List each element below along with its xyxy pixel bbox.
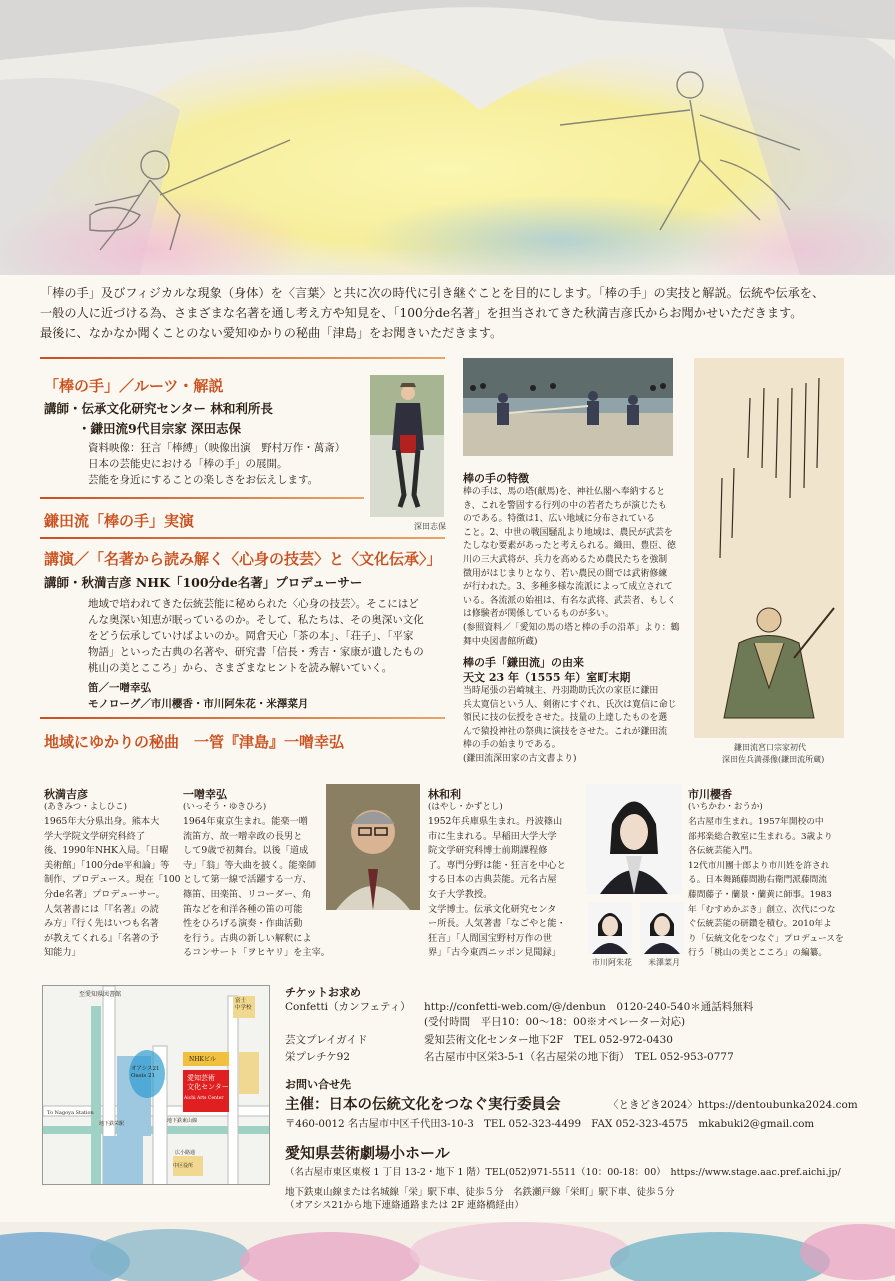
origin-line: んで猿投神社の祭典に演技をさせた。これが鎌田流 bbox=[463, 726, 668, 737]
profile-line: 後、1990年NHK入局。「日曜 bbox=[44, 845, 169, 857]
features-line: 川の三大武将が、兵力を高めるため農民たちを強制 bbox=[463, 554, 668, 565]
contact-organizer: 主催：日本の伝統文化をつなぐ実行委員会 bbox=[285, 1096, 561, 1113]
divider bbox=[40, 357, 445, 359]
tickets-heading: チケットお求め bbox=[285, 986, 362, 999]
section2-title: 鎌田流「棒の手」実演 bbox=[44, 512, 195, 530]
profile-line: 名古屋市生まれ。1957年開校の中 bbox=[688, 817, 824, 827]
intro-line-2: 一般の人に近づける為、さまざまな名著を通し考え方や知見を、「100分de名著」を担当されてきた秋満吉彦氏からお聞かせいただきます。 bbox=[40, 306, 803, 320]
profile-line: 了。専門分野は能・狂言を中心と bbox=[428, 859, 566, 871]
profile-line: 文学博士。伝承文化研究センタ bbox=[428, 903, 557, 915]
section1-lecturer2: ・鎌田流9代目宗家 深田志保 bbox=[78, 421, 242, 436]
profile-line: 12代市川團十郎より市川姓を許され bbox=[688, 860, 830, 871]
features-line: 棒の手は、馬の塔(献馬)を、神社仏閣へ奉納すると bbox=[463, 487, 666, 497]
profile-line: 知能力」 bbox=[44, 947, 81, 959]
profile-ichikawa-text bbox=[688, 815, 844, 961]
performance-photo bbox=[463, 358, 673, 456]
section1-desc-1: 資料映像：狂言「棒縛」（映像出演 野村万作・萬斎） bbox=[88, 442, 346, 454]
profile-line: 藤間藤子・蘭景・蘭黄に師事。1983 bbox=[688, 889, 832, 900]
hero-painting bbox=[0, 0, 895, 275]
profile-line: して9歳で初舞台。以後「道成 bbox=[183, 845, 309, 857]
profile-isso-kana: (いっそう・ゆきひろ) bbox=[183, 802, 267, 812]
profile-line: 分de名著」プロデューサー。 bbox=[44, 888, 165, 900]
ichikawa-photo bbox=[586, 784, 682, 894]
scroll-caption-2: 深田佐兵満孫像(鎌田流所蔵) bbox=[722, 755, 825, 764]
natsuki-caption: 米澤菜月 bbox=[648, 958, 680, 967]
features-line: こと。2、中世の戦国騒乱より地域は、農民が武芸を bbox=[463, 527, 673, 538]
map-label-ward: 中区役所 bbox=[173, 1163, 194, 1169]
profile-line: として第一線で活躍する一方、 bbox=[183, 874, 312, 886]
tickets-confetti-label: Confetti（カンフェティ） bbox=[285, 1001, 411, 1013]
section1-desc-3: 芸能を身近にすることの楽しさをお伝えします。 bbox=[88, 474, 319, 486]
bottom-watercolor bbox=[0, 1222, 895, 1281]
natsuki-portrait bbox=[640, 902, 684, 954]
section3-desc-5: 桃山の美とこころ」から、さまざまなヒントを読み解いていく。 bbox=[88, 662, 393, 674]
section4-title: 地域にゆかりの秘曲 一管『津島』一噌幸弘 bbox=[44, 733, 345, 751]
profile-line: 人気著書には「『名著』の読 bbox=[44, 903, 159, 915]
features-line: 徴用がはじまりとなり、若い農民の間では武術修練 bbox=[463, 568, 668, 579]
section3-desc-2: んな奥深い知恵が眠っているのか。そして、私たちは、その奥深い文化 bbox=[88, 614, 424, 626]
access-map bbox=[42, 985, 270, 1185]
scroll-painting bbox=[694, 358, 844, 738]
profile-hayashi-name: 林和利 bbox=[428, 788, 461, 801]
venue-name: 愛知県芸術劇場小ホール bbox=[285, 1144, 450, 1162]
origin-line: 兵太寛信という人、剣術にすぐれ、氏次は寛信に命じ bbox=[463, 699, 677, 710]
profile-hayashi-kana: (はやし・かずとし) bbox=[428, 802, 503, 812]
scroll-portrait bbox=[694, 358, 844, 738]
venue-access-2: （オアシス21から地下連絡通路または 2F 連絡橋経由） bbox=[285, 1200, 524, 1211]
section3-flute: 笛／一噌幸弘 bbox=[88, 682, 151, 694]
profile-hayashi-text bbox=[428, 815, 566, 961]
profile-isso-name: 一噌幸弘 bbox=[183, 788, 227, 801]
features-text bbox=[463, 486, 679, 649]
profile-line: り「伝統文化をつなぐ」プロデュースを bbox=[688, 933, 844, 944]
tickets-sakae-info: 名古屋市中区栄3-5-1（名古屋栄の地下街） TEL 052-953-0777 bbox=[424, 1051, 734, 1063]
profile-line: 1965年大分県出身。熊本大 bbox=[44, 816, 160, 827]
ichikawa-portrait bbox=[586, 784, 682, 894]
section3-desc-4: 物語」といった古典の名著や、研究書「信長・秀吉・家康が遺したもの bbox=[88, 646, 424, 658]
profile-line: 性をひろげる演奏・作曲活動 bbox=[183, 918, 303, 930]
section3-title: 講演／「名著から読み解く〈心身の技芸〉と〈文化伝承〉」 bbox=[44, 550, 442, 568]
profile-line: 学大学院文学研究科終了 bbox=[44, 830, 146, 842]
profile-line: 狂言」「人間国宝野村万作の世 bbox=[428, 932, 553, 944]
profile-line: 制作、プロデュース。現在「100 bbox=[44, 874, 181, 886]
contact-web[interactable]: 〈ときどき2024〉https://dentoubunka2024.com bbox=[608, 1099, 858, 1111]
map-label-center-en: Aichi Arts Center bbox=[184, 1096, 224, 1101]
profile-ichikawa-kana: (いちかわ・おうか) bbox=[688, 802, 763, 812]
profile-akimitsu-kana: (あきみつ・よしひこ) bbox=[44, 802, 127, 812]
features-line: (参照資料／「愛知の馬の塔と棒の手の沿革」より：鶴 bbox=[463, 622, 680, 633]
map-label-nhk: NHKビル bbox=[189, 1056, 216, 1063]
scroll-caption-1: 鎌田流宮口宗家初代 bbox=[734, 743, 806, 752]
profile-line: 院文学研究科博士前期課程修 bbox=[428, 845, 548, 857]
fukada-photo bbox=[370, 375, 444, 517]
section1-lecturer1: 講師・伝承文化研究センター 林和利所長 bbox=[44, 401, 273, 416]
hayashi-photo bbox=[326, 784, 420, 910]
features-line: が行われた。3、多種多様な流派によって成立されて bbox=[463, 582, 673, 593]
profile-line: 界」「古今東西ニッポン見聞録」 bbox=[428, 947, 561, 959]
features-line: は修験者が関係しているものが多い。 bbox=[463, 609, 614, 620]
features-line: いる。各流派の始祖は、有名な武将、武芸者、もしく bbox=[463, 595, 676, 606]
profile-line: 市に生まれる。早稲田大学大学 bbox=[428, 830, 557, 842]
ashuka-portrait bbox=[588, 902, 632, 954]
profile-line: する日本の古典芸能。元名古屋 bbox=[428, 874, 557, 886]
tickets-confetti-info[interactable]: http://confetti-web.com/@/denbun 0120-240-540＊通話料無料 bbox=[424, 1001, 754, 1013]
origin-line: 棒の手の始まりである。 bbox=[463, 740, 561, 751]
performance-scene bbox=[463, 358, 673, 456]
profile-ichikawa-name: 市川櫻香 bbox=[688, 788, 732, 801]
fukada-caption: 深田志保 bbox=[414, 522, 446, 531]
features-line: 舞中央図書館所蔵) bbox=[463, 636, 538, 647]
profile-isso-text bbox=[183, 815, 330, 961]
profile-line: 各伝統芸能入門。 bbox=[688, 846, 758, 857]
profile-line: 流笛方、故一噌幸政の長男と bbox=[183, 830, 303, 842]
divider bbox=[40, 717, 445, 719]
origin-title: 棒の手「鎌田流」の由来 bbox=[463, 656, 584, 669]
profile-line: 1952年兵庫県生まれ。丹波篠山 bbox=[428, 816, 563, 827]
ashuka-photo bbox=[588, 902, 632, 954]
profile-line: 篠笛、田楽笛、リコーダー、角 bbox=[183, 888, 312, 900]
venue-address: （名古屋市東区東桜 1 丁目 13-2・地下 1 階）TEL(052)971-5511（10：00-18：00） https://www.stage.aac.pref.aichi.jp/ bbox=[285, 1167, 841, 1178]
hero-illustration bbox=[0, 0, 895, 275]
tickets-sakae-label: 栄プレチケ92 bbox=[285, 1051, 351, 1063]
features-line: き、これを警固する行列の中の若者たちが演じたも bbox=[463, 500, 667, 511]
tickets-guide-info: 愛知芸術文化センター地下2F TEL 052-972-0430 bbox=[424, 1034, 673, 1046]
venue-access-1: 地下鉄東山線または名城線「栄」駅下車、徒歩５分 名鉄瀬戸線「栄町」駅下車、徒歩５分 bbox=[285, 1187, 675, 1198]
section3-monologue: モノローグ／市川櫻香・市川阿朱花・米澤菜月 bbox=[88, 698, 309, 710]
natsuki-photo bbox=[640, 902, 684, 954]
intro-line-3: 最後に、なかなか聞くことのない愛知ゆかりの秘曲「津島」をお聞きいただきます。 bbox=[40, 326, 503, 340]
profile-line: る。日本舞踊藤間勘右衛門派藤間流 bbox=[688, 875, 827, 886]
profile-line: が教えてくれる』「名著の予 bbox=[44, 932, 159, 944]
origin-line: 当時尾張の岩崎城主、丹羽勘助氏次の家臣に鎌田 bbox=[463, 686, 659, 696]
divider bbox=[40, 497, 364, 499]
features-line: たしなむ要素があったと考えられる。織田、豊臣、徳 bbox=[463, 541, 676, 552]
map-label-sakae-station: 地下鉄栄駅 bbox=[99, 1121, 125, 1127]
section1-title: 「棒の手」／ルーツ・解説 bbox=[44, 377, 224, 395]
section3-desc-1: 地域で培われてきた伝統芸能に秘められた〈心身の技芸〉。そこにはど bbox=[88, 598, 419, 610]
map-label-fuji: 富士 中学校 bbox=[235, 998, 252, 1011]
profile-line: を行う。古典の新しい解釈によ bbox=[183, 932, 312, 944]
ashuka-caption: 市川阿朱花 bbox=[592, 958, 632, 967]
origin-text bbox=[463, 685, 677, 767]
fukada-figure bbox=[370, 375, 444, 517]
map-label-to-nagoya: To Nagoya Station bbox=[47, 1110, 94, 1116]
origin-line: 領民に技の伝授をさせた。技量の上達したものを選 bbox=[463, 713, 668, 724]
hayashi-portrait bbox=[326, 784, 420, 910]
bottom-painting bbox=[0, 1222, 895, 1281]
tickets-confetti-hours: (受付時間 平日10：00～18：00※オペレーター対応) bbox=[424, 1016, 686, 1028]
profile-line: み方」『行く先はいつも名著 bbox=[44, 918, 159, 930]
section1-desc-2: 日本の芸能史における「棒の手」の展開。 bbox=[88, 458, 288, 470]
profile-line: ぐ伝統芸能の研鑽を積む。2010年よ bbox=[688, 919, 832, 930]
origin-line: (鎌田流深田家の古文書より) bbox=[463, 753, 577, 764]
map-label-hirokoji: 広小路通 bbox=[175, 1150, 196, 1156]
profile-line: 寺」「翁」等大曲を披く。能楽師 bbox=[183, 859, 317, 871]
tickets-guide-label: 芸文プレイガイド bbox=[285, 1034, 368, 1046]
profile-line: 年「むすめかぶき」創立、次代につな bbox=[688, 904, 836, 915]
map-label-center: 愛知芸術 文化センター bbox=[187, 1074, 229, 1091]
profile-line: るコンサート「ヲヒヤリ」を主宰。 bbox=[183, 947, 330, 959]
profile-line: 1964年東京生まれ。能楽一噌 bbox=[183, 816, 308, 827]
profile-line: 笛などを和洋各種の笛の可能 bbox=[183, 903, 303, 915]
map-label-library: 至愛知県図書館 bbox=[79, 991, 122, 998]
contact-address: 〒460-0012 名古屋市中区千代田3-10-3 TEL 052-323-4499 FAX 052-323-4575 mkabuki2@gmail.com bbox=[285, 1118, 815, 1130]
intro-text bbox=[40, 283, 860, 343]
profile-line: 美術館」「100分de平和論」等 bbox=[44, 859, 170, 871]
section3-lecturer: 講師・秋満吉彦 NHK「100分de名著」プロデューサー bbox=[44, 575, 363, 590]
profile-line: 行う「桃山の美とこころ」の編纂。 bbox=[688, 948, 827, 959]
map-label-subway: 地下鉄東山線 bbox=[167, 1118, 198, 1124]
origin-subtitle: 天文 23 年（1555 年）室町末期 bbox=[463, 671, 631, 684]
contact-heading: お問い合せ先 bbox=[285, 1078, 351, 1091]
profile-akimitsu-name: 秋満吉彦 bbox=[44, 788, 88, 801]
features-title: 棒の手の特徴 bbox=[463, 472, 529, 485]
profile-line: 部邦楽総合教室に生まれる。3歳より bbox=[688, 831, 833, 842]
map-drawing bbox=[43, 986, 270, 1185]
intro-line-1: 「棒の手」及びフィジカルな現象（身体）を〈言葉〉と共に次の時代に引き継ぐことを目的にします。「棒の手」の実技と解説。伝統や伝承を、 bbox=[40, 286, 825, 300]
features-line: のである。特徴は1、広い地域に分布されている bbox=[463, 514, 656, 525]
profile-akimitsu-text bbox=[44, 815, 181, 961]
section3-desc-3: をどう伝承していけばよいのか。岡倉天心「茶の本」、「荘子」、「平家 bbox=[88, 630, 414, 642]
map-label-oasis: オアシス21 Oasis 21 bbox=[131, 1066, 160, 1079]
profile-line: ー所長。人気著書「なごやと能・ bbox=[428, 918, 566, 930]
profile-line: 女子大学教授。 bbox=[428, 888, 493, 900]
divider bbox=[40, 537, 445, 539]
